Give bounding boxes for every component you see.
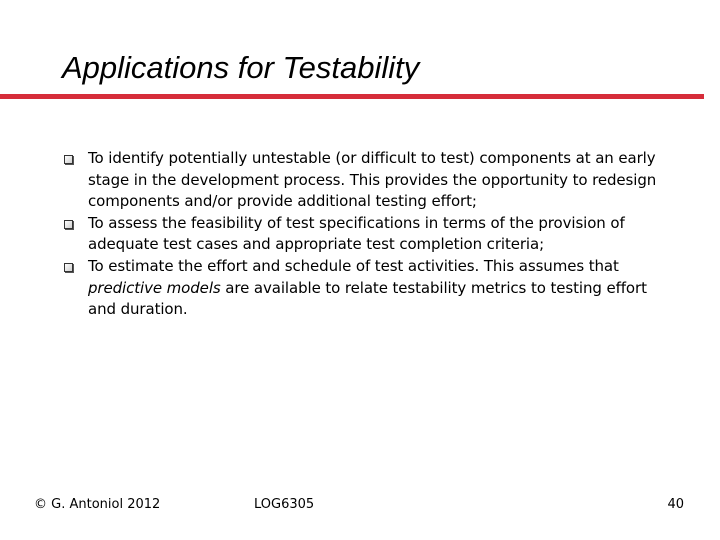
bullet-list (64, 148, 664, 321)
bullet-text: To assess the feasibility of test specifications in terms of the provision of adequate test cases and appropriate test completion criteria; (88, 213, 625, 254)
bullet-item (64, 256, 664, 321)
footer-course: LOG6305 (254, 497, 315, 512)
bullet-text: To identify potentially untestable (or difficult to test) components at an early stage in the development process. This provides the opportunity to redesign components and/or provide additional testing effort; (88, 149, 657, 211)
page-number: 40 (667, 497, 684, 512)
bullet-item (64, 213, 664, 256)
bullet-text-part: To estimate the effort and schedule of test activities. This assumes that (88, 256, 619, 275)
bullet-emphasis: predictive models (88, 278, 221, 297)
square-bullet-icon (64, 220, 73, 229)
footer-copyright: © G. Antoniol 2012 (34, 497, 161, 512)
square-bullet-icon (64, 155, 73, 164)
bullet-text-part: are available to relate testability metrics to testing effort and duration. (88, 278, 647, 319)
square-bullet-icon (64, 263, 73, 272)
bullet-text (88, 257, 647, 318)
slide-title: Applications for Testability (62, 50, 420, 85)
title-divider (0, 94, 704, 99)
bullet-item (64, 148, 664, 213)
